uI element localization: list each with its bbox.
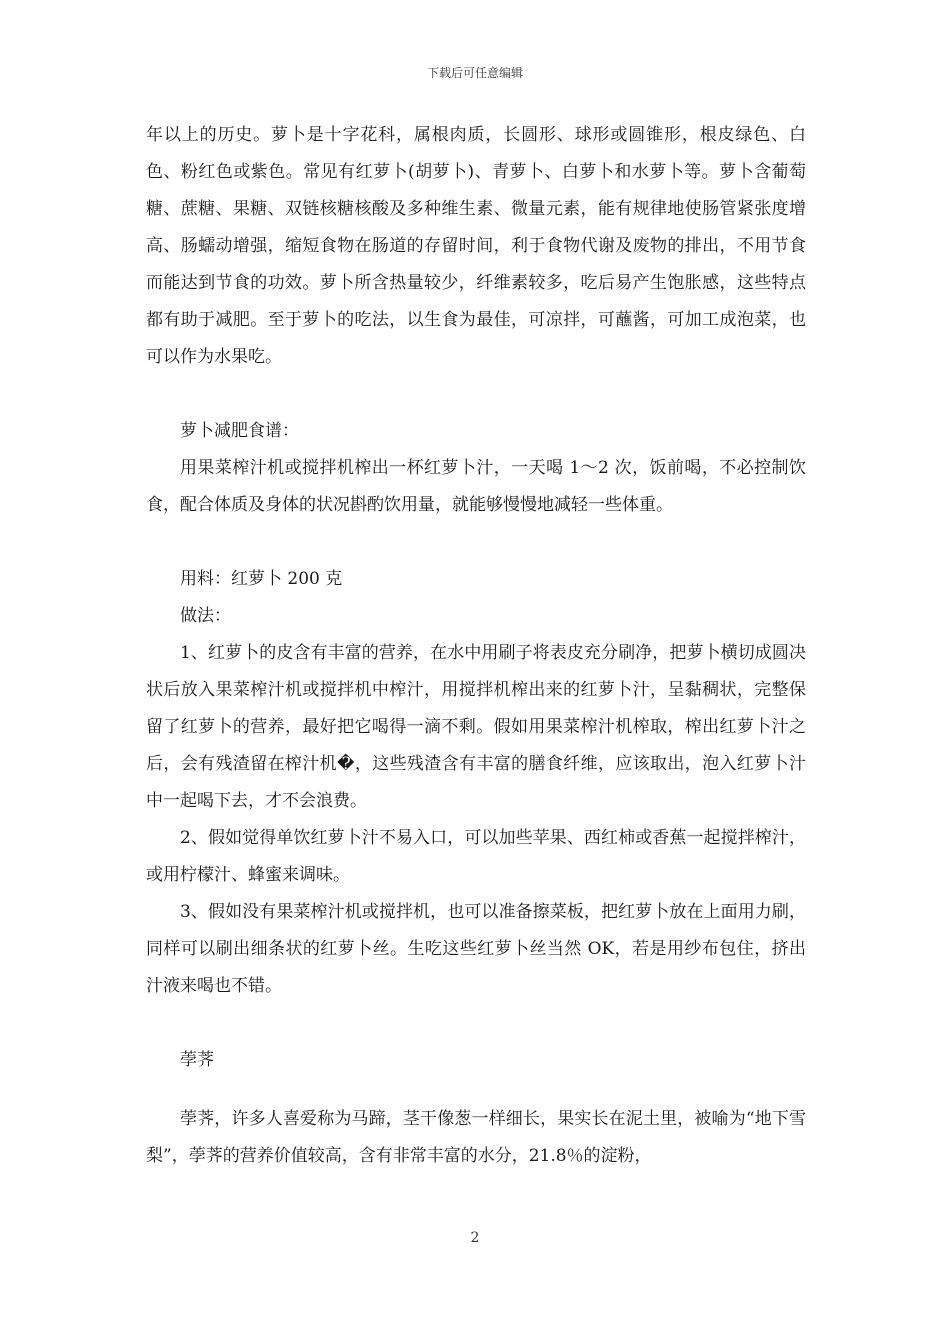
paragraph-radish-intro: 年以上的历史。萝卜是十字花科，属根肉质，长圆形、球形或圆锥形，根皮绿色、白色、粉红色或紫色。常见有红萝卜(胡萝卜)、青萝卜、白萝卜和水萝卜等。萝卜含葡萄糖、蔗糖、果糖、双链核糖核酸及多种维生素、微量元素，能有规律地使肠管紧张度增高、肠蠕动增强，缩短食物在肠道的存留时间，利于食物代谢及废物的排出，不用节食而能达到节食的功效。萝卜所含热量较少，纤维素较多，吃后易产生饱胀感，这些特点都有助于减肥。至于萝卜的吃法，以生食为最佳，可凉拌，可蘸酱，可加工成泡菜，也可以作为水果吃。 bbox=[146, 125, 806, 367]
paragraph-recipe: 用果菜榨汁机或搅拌机榨出一杯红萝卜汁，一天喝 1～2 次，饭前喝，不必控制饮食，配合体质及身体的状况斟酌饮用量，就能够慢慢地减轻一些体重。 bbox=[146, 458, 806, 515]
ingredients-line: 用料：红萝卜 200 克 bbox=[180, 569, 343, 589]
page-number: 2 bbox=[470, 1230, 480, 1246]
section-title-water-chestnut: 荸荠 bbox=[180, 1050, 214, 1070]
step-3: 3、假如没有果菜榨汁机或搅拌机，也可以准备擦菜板，把红萝卜放在上面用力刷，同样可以刷出细条状的红萝卜丝。生吃这些红萝卜丝当然 OK，若是用纱布包住，挤出汁液来喝也不错。 bbox=[146, 902, 806, 996]
recipe-title: 萝卜减肥食谱： bbox=[180, 421, 299, 441]
step-2: 2、假如觉得单饮红萝卜汁不易入口，可以加些苹果、西红柿或香蕉一起搅拌榨汁，或用柠檬汁、蜂蜜来调味。 bbox=[146, 828, 806, 885]
page-header: 下载后可任意编辑 bbox=[426, 66, 523, 80]
method-label: 做法： bbox=[180, 606, 231, 626]
paragraph-water-chestnut: 荸荠，许多人喜爱称为马蹄，茎干像葱一样细长，果实长在泥土里，被喻为“地下雪梨”，荸荠的营养价值较高，含有非常丰富的水分，21.8％的淀粉， bbox=[146, 1109, 806, 1166]
document-body bbox=[146, 117, 806, 1175]
step-1: 1、红萝卜的皮含有丰富的营养，在水中用刷子将表皮充分刷净，把萝卜横切成圆决状后放入果菜榨汁机或搅拌机中榨汁，用搅拌机榨出来的红萝卜汁，呈黏稠状，完整保留了红萝卜的营养，最好把它喝得一滴不剩。假如用果菜榨汁机榨取，榨出红萝卜汁之后，会有残渣留在榨汁机�，这些残渣含有丰富的膳食纤维，应该取出，泡入红萝卜汁中一起喝下去，才不会浪费。 bbox=[146, 643, 806, 811]
